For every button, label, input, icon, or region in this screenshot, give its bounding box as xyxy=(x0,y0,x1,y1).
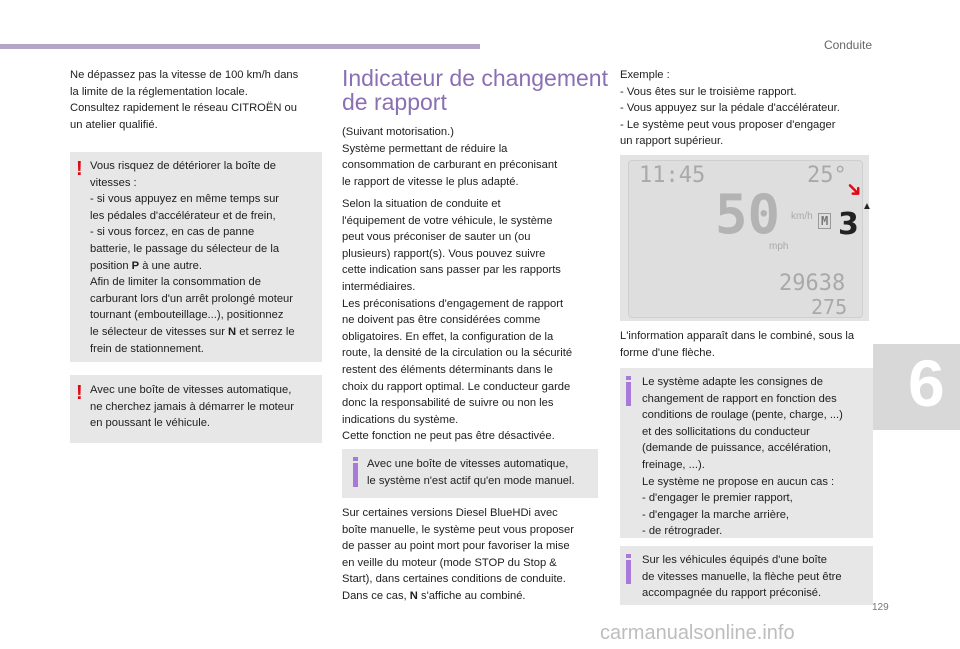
speed-unit-kmh: km/h xyxy=(791,211,813,222)
info-text: Avec une boîte de vitesses automatique, le système n'est actif qu'en mode manuel. xyxy=(367,458,575,487)
paragraph: Sur certaines versions Diesel BlueHDi avec boîte manuelle, le système peut vous proposer de passer au point mort pour favoriser la mise en veille du moteur (mode STOP du Stop & Start), dans certaines conditions de conduite. Dans ce cas, N s'affiche au combiné. xyxy=(342,507,574,602)
watermark: carmanualsonline.info xyxy=(600,622,795,644)
upshift-arrow-icon: ▲ xyxy=(862,201,872,212)
info-icon xyxy=(626,560,631,584)
info-box xyxy=(620,368,873,538)
paragraph: Selon la situation de conduite et l'équipement de votre véhicule, le système peut vous préconiser de sauter un (ou plusieurs) rapport(s). Vous pouvez suivre cette indication sans passer par les rapports intermédiaires. Les préconisations d'engagement de rapport ne doivent pas être considérées comme obligatoires. En effet, la configuration de la route, la densité de la circulation ou la sécurité restent des éléments déterminants dans le choix du rapport optimal. Le conducteur garde donc la responsabilité de suivre ou non les indications du système. Cette fonction ne peut pas être désactivée. xyxy=(342,198,573,443)
info-icon xyxy=(626,382,631,406)
manual-mode-indicator: M xyxy=(818,213,831,229)
section-title: Conduite xyxy=(823,38,872,52)
speed-readout: 50 xyxy=(715,183,781,246)
paragraph: (Suivant motorisation.) Système permettant de réduire la consommation de carburant en préconisant le rapport de vitesse le plus adapté. xyxy=(342,126,558,188)
gear-shift-arrow-icon: ➜ xyxy=(840,176,868,204)
info-text: Le système adapte les consignes de changement de rapport en fonction des conditions de roulage (pente, charge, ...) et des sollicitations du conducteur (demande de puissance, accélération, freinage, ...). Le système ne propose en aucun cas : - d'engager le premier rapport, - d'engager la marche arrière, - de rétrograder. xyxy=(642,376,843,538)
header-bar xyxy=(0,44,480,49)
intro-text: Ne dépassez pas la vitesse de 100 km/h dans la limite de la réglementation locale. Consultez rapidement le réseau CITROËN ou un atelier qualifié. xyxy=(70,69,299,131)
trip-readout: 275 xyxy=(811,295,848,319)
chapter-number: 6 xyxy=(908,346,945,420)
warning-box-2 xyxy=(70,375,322,443)
warning-bullet: - si vous appuyez en même temps sur les pédales d'accélérateur et de frein, xyxy=(90,193,280,222)
temperature-readout: 25° xyxy=(807,163,847,188)
clock-readout: 11:45 xyxy=(639,163,706,188)
cluster-display xyxy=(628,160,872,319)
info-box xyxy=(620,546,873,605)
info-text: Sur les véhicules équipés d'une boîte de vitesses manuelle, la flèche peut être accompagnée du rapport préconisé. xyxy=(642,554,842,600)
warning-bullet: - si vous forcez, en cas de panne batterie, le passage du sélecteur de la position P à une autre. xyxy=(90,226,280,272)
warning-box-1 xyxy=(70,152,322,362)
odometer-readout: 29638 xyxy=(779,271,846,296)
warning-text: Avec une boîte de vitesses automatique, ne cherchez jamais à démarrer le moteur en poussant le véhicule. xyxy=(90,384,294,430)
example-text: Exemple : - Vous êtes sur le troisième rapport. - Vous appuyez sur la pédale d'accélérateur. - Le système peut vous proposer d'engager un rapport supérieur. xyxy=(620,69,840,148)
instrument-cluster-illustration xyxy=(620,155,872,321)
info-icon xyxy=(353,463,358,487)
warning-text: Afin de limiter la consommation de carburant lors d'un arrêt prolongé moteur tournant (embouteillage...), positionnez le sélecteur de vitesses sur N et serrez le frein de stationnement. xyxy=(90,276,295,355)
warning-icon: ! xyxy=(76,158,83,180)
info-box xyxy=(342,449,598,498)
page-number: 129 xyxy=(872,602,889,613)
caption-text: L'information apparaît dans le combiné, sous la forme d'une flèche. xyxy=(620,330,855,359)
warning-text: Vous risquez de détériorer la boîte de vitesses : xyxy=(90,160,276,189)
warning-icon: ! xyxy=(76,382,83,404)
speed-unit-mph: mph xyxy=(769,241,789,252)
recommended-gear: 3 xyxy=(838,207,859,242)
section-heading: Indicateur de changement de rapport xyxy=(342,65,608,115)
